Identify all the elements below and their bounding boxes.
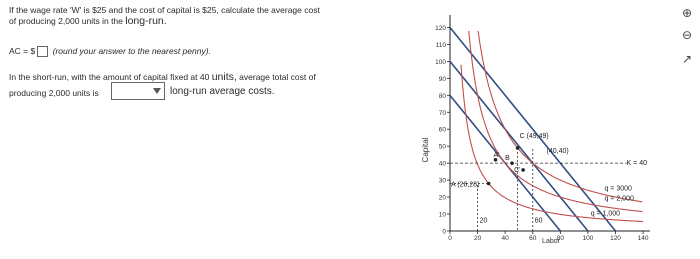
- x-axis-label: Labor: [542, 238, 560, 245]
- point-c: [516, 146, 520, 150]
- question-line-1: [9, 5, 359, 27]
- point-c-prime: [521, 168, 525, 172]
- y-tick-label: 50: [438, 143, 446, 151]
- question-line1a: If the wage rate 'W' is $25 and the cost of capital is $25, calculate the average cost: [9, 5, 320, 15]
- x-tick-label: 60: [529, 235, 537, 242]
- ac-hint: (round your answer to the nearest penny).: [52, 46, 211, 56]
- x-tick-label: 100: [582, 235, 594, 242]
- label-point-c-prime: C': [514, 166, 521, 174]
- label-q3000: q = 3000: [604, 185, 632, 193]
- y-tick-label: 100: [435, 58, 446, 66]
- y-tick-label: 30: [438, 177, 446, 185]
- question-line1b: of producing 2,000 units in the: [9, 16, 126, 26]
- label-point-a-prime: A': [493, 151, 500, 159]
- search-minus-icon[interactable]: ⊖: [681, 28, 693, 42]
- y-tick-label: 120: [435, 24, 446, 32]
- x-tick-label: 0: [448, 235, 452, 242]
- line4-suffix: long-run average costs.: [170, 86, 275, 97]
- y-tick-label: 60: [438, 126, 446, 134]
- search-plus-icon[interactable]: ⊕: [681, 6, 693, 20]
- x-tick-label: 140: [637, 235, 649, 242]
- isoquant-chart: [415, 0, 665, 259]
- label-q1000: q = 1,000: [590, 210, 621, 218]
- point-b: [510, 161, 514, 165]
- label-20: 20: [479, 217, 488, 225]
- label-point-c: C (49,49): [519, 132, 549, 140]
- label-q2000: q = 2,000: [604, 195, 634, 203]
- y-tick-label: 10: [438, 211, 446, 219]
- line4-text: producing 2,000 units is: [9, 88, 99, 98]
- isocost-line: [450, 61, 588, 231]
- ac-label: AC = $: [9, 46, 36, 56]
- point-a: [487, 182, 491, 186]
- line3-prefix: In the short-run, with the amount of capital fixed at 40: [9, 72, 212, 82]
- ac-answer-input[interactable]: [37, 46, 48, 57]
- y-tick-label: 40: [438, 160, 446, 168]
- comparison-select[interactable]: [111, 82, 165, 100]
- isoquant-curves: [461, 31, 643, 222]
- line3-big: units,: [211, 71, 237, 83]
- y-tick-label: 0: [442, 228, 446, 236]
- isocost-lines: [450, 27, 616, 231]
- x-tick-label: 80: [556, 235, 564, 242]
- x-tick-label: 120: [610, 235, 621, 242]
- isocost-line: [450, 27, 616, 231]
- label-60: 60: [534, 217, 543, 225]
- label-point-a: A (28,28): [451, 181, 480, 189]
- isoquant-curve: [478, 31, 642, 202]
- y-tick-label: 90: [438, 75, 446, 83]
- question-line1b-big: long-run.: [125, 15, 167, 27]
- line3-suffix: average total cost of: [236, 72, 316, 82]
- y-tick-label: 20: [438, 194, 446, 202]
- question-line-4: [9, 88, 99, 99]
- x-tick-label: 20: [473, 235, 482, 242]
- y-axis-label: Capital: [421, 137, 430, 163]
- external-link-icon[interactable]: ↗: [681, 52, 693, 66]
- ac-answer-row: [9, 46, 211, 57]
- chevron-down-icon: [153, 88, 161, 94]
- label-40-40: (40,40): [546, 147, 569, 155]
- x-tick-label: 40: [501, 235, 509, 242]
- chart-labels: [451, 133, 647, 225]
- label-k40: K = 40: [626, 160, 647, 168]
- label-point-b: B: [505, 155, 510, 163]
- y-tick-label: 110: [435, 41, 446, 49]
- y-tick-label: 80: [438, 92, 446, 100]
- y-tick-label: 70: [438, 109, 446, 117]
